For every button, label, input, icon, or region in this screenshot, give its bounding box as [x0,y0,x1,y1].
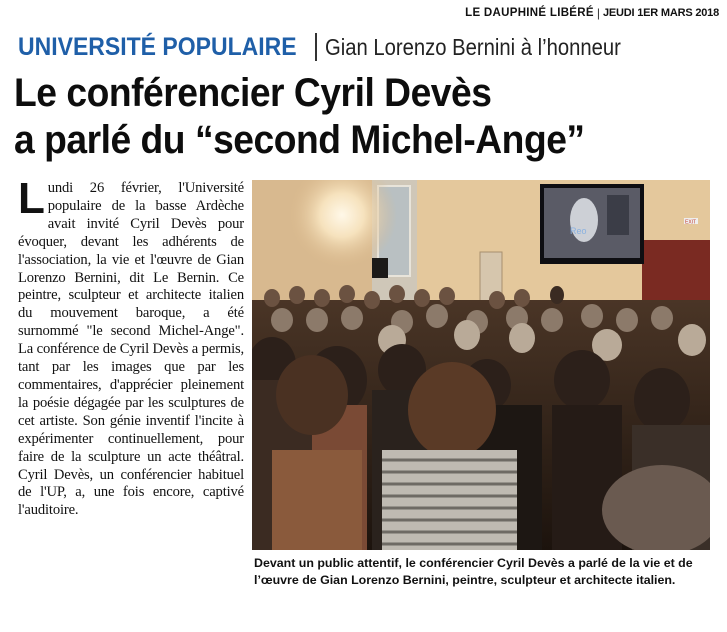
section-topic: Gian Lorenzo Bernini à l’honneur [324,33,621,60]
headline-line-2: a parlé du “second Michel-Ange” [14,118,585,162]
drop-cap: L [18,174,45,223]
section-title: UNIVERSITÉ POPULAIRE [18,32,297,61]
newspaper-name: LE DAUPHINÉ LIBÉRÉ [465,7,594,19]
article-body [18,174,244,520]
masthead-separator: | [596,6,600,20]
publication-date: JEUDI 1ER MARS 2018 [602,7,719,19]
article-text: undi 26 février, l'Université populaire de la basse Ardèche avait invité Cyril Devès pour évoquer, devant les adhérents de l'association, la vie et l'œuvre de Gian Lorenzo Bernini, dit Le Bernin. Ce peintre, sculpteur et architecte italien du mouvement baroque, a été surnommé "le second Michel-Ange". La conférence de Cyril Devès a permis, tant par les images que par les commentaires, d'apprécier pleinement la poésie dégagée par les sculptures de cet artiste. Son génie inventif l'incite à expérimenter continuellement, pour faire de la sculpture un acte théâtral. Cyril Devès, un conférencier habituel de l'UP, a, une fois encore, captivé l'auditoire. [18,180,244,519]
screen-text: Reo [570,226,587,236]
photo-caption: Devant un public attentif, le conférencier Cyril Devès a parlé de la vie et de l’œuvre de Gian Lorenzo Bernini, peintre, sculpteur et architecte italien. [254,556,693,587]
conference-photo [252,180,710,550]
headline-line-1: Le conférencier Cyril Devès [14,71,492,115]
rubric [18,32,661,62]
masthead [465,4,719,22]
exit-sign: EXIT [685,219,697,226]
headline [14,70,714,164]
projection-screen [540,184,644,264]
rubric-divider [315,33,317,61]
